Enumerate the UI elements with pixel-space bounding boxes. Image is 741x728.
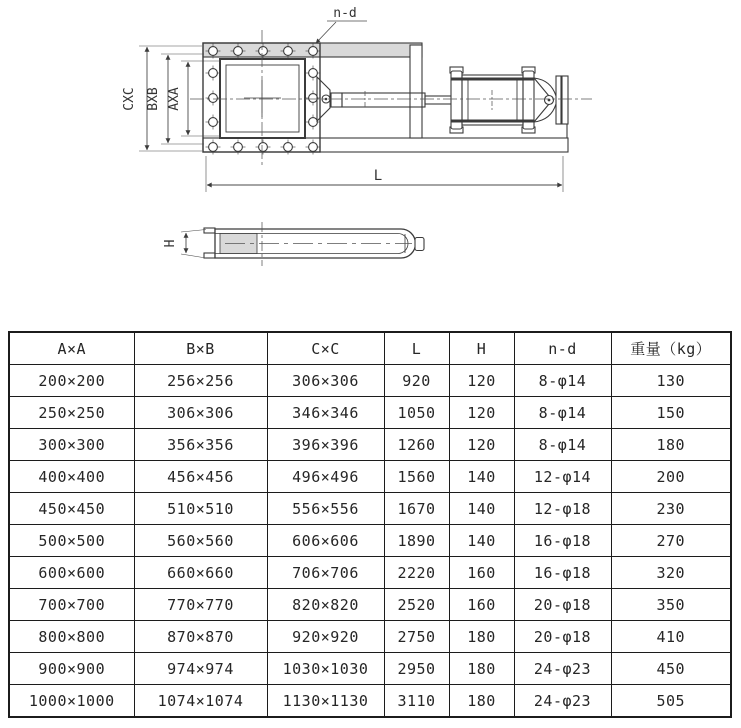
table-row: [9, 685, 731, 718]
table-cell: 120: [449, 365, 514, 397]
table-cell: 306×306: [267, 365, 384, 397]
table-cell: 556×556: [267, 493, 384, 525]
table-cell: 396×396: [267, 429, 384, 461]
table-cell: 300×300: [9, 429, 134, 461]
column-header: A×A: [9, 332, 134, 365]
side-flange-stub: [204, 253, 215, 258]
table-cell: 256×256: [134, 365, 267, 397]
table-cell: 180: [449, 653, 514, 685]
dim-label-axa: AXA: [167, 87, 182, 111]
table-cell: 200×200: [9, 365, 134, 397]
spec-table-header-row: [9, 332, 731, 365]
table-cell: 2950: [384, 653, 449, 685]
table-cell: 700×700: [9, 589, 134, 621]
table-cell: 8-φ14: [514, 397, 611, 429]
table-cell: 660×660: [134, 557, 267, 589]
dim-label-nd: n-d: [333, 6, 357, 21]
table-cell: 3110: [384, 685, 449, 718]
table-cell: 140: [449, 461, 514, 493]
table-cell: 496×496: [267, 461, 384, 493]
table-cell: 160: [449, 557, 514, 589]
table-cell: 2520: [384, 589, 449, 621]
column-header: H: [449, 332, 514, 365]
dim-label-bxb: BXB: [146, 87, 161, 111]
table-cell: 560×560: [134, 525, 267, 557]
table-cell: 1560: [384, 461, 449, 493]
table-cell: 8-φ14: [514, 365, 611, 397]
table-cell: 320: [611, 557, 731, 589]
table-cell: 306×306: [134, 397, 267, 429]
technical-drawing: [0, 0, 741, 322]
table-cell: 1670: [384, 493, 449, 525]
table-cell: 270: [611, 525, 731, 557]
table-cell: 16-φ18: [514, 525, 611, 557]
column-header: n-d: [514, 332, 611, 365]
spec-table-body: [9, 365, 731, 718]
frame-post: [410, 45, 422, 138]
table-cell: 200: [611, 461, 731, 493]
side-dimensions: [163, 230, 206, 259]
table-cell: 20-φ18: [514, 621, 611, 653]
table-row: [9, 557, 731, 589]
table-cell: 900×900: [9, 653, 134, 685]
table-cell: 24-φ23: [514, 685, 611, 718]
table-cell: 350: [611, 589, 731, 621]
table-cell: 180: [449, 685, 514, 718]
table-cell: 706×706: [267, 557, 384, 589]
table-cell: 400×400: [9, 461, 134, 493]
table-cell: 800×800: [9, 621, 134, 653]
table-cell: 450×450: [9, 493, 134, 525]
dim-label-cxc: CXC: [122, 87, 137, 111]
table-cell: 500×500: [9, 525, 134, 557]
cylinder-body: [462, 75, 523, 125]
table-cell: 150: [611, 397, 731, 429]
table-cell: 2750: [384, 621, 449, 653]
table-cell: 356×356: [134, 429, 267, 461]
stem-clevis-block: [331, 93, 342, 107]
table-cell: 140: [449, 525, 514, 557]
table-row: [9, 493, 731, 525]
column-header: L: [384, 332, 449, 365]
table-cell: 1000×1000: [9, 685, 134, 718]
table-cell: 974×974: [134, 653, 267, 685]
table-cell: 2220: [384, 557, 449, 589]
table-cell: 1074×1074: [134, 685, 267, 718]
dim-label-length: L: [373, 168, 383, 184]
table-cell: 24-φ23: [514, 653, 611, 685]
air-cylinder: [450, 67, 535, 133]
table-row: [9, 589, 731, 621]
table-cell: 180: [611, 429, 731, 461]
mount-plate: [556, 76, 561, 124]
table-cell: 160: [449, 589, 514, 621]
table-cell: 12-φ18: [514, 493, 611, 525]
table-row: [9, 461, 731, 493]
gate-valve-drawing: [0, 0, 741, 322]
mount-plate: [562, 76, 568, 124]
bottom-rail: [203, 138, 568, 152]
valve-opening: [220, 59, 305, 138]
table-cell: 770×770: [134, 589, 267, 621]
side-end-nut: [415, 238, 424, 251]
table-cell: 920: [384, 365, 449, 397]
table-row: [9, 365, 731, 397]
table-cell: 130: [611, 365, 731, 397]
table-cell: 250×250: [9, 397, 134, 429]
dim-label-height: H: [163, 239, 178, 248]
table-cell: 180: [449, 621, 514, 653]
table-cell: 140: [449, 493, 514, 525]
table-row: [9, 525, 731, 557]
column-header: 重量（kg）: [611, 332, 731, 365]
table-cell: 346×346: [267, 397, 384, 429]
table-row: [9, 621, 731, 653]
table-cell: 1050: [384, 397, 449, 429]
table-cell: 920×920: [267, 621, 384, 653]
column-header: B×B: [134, 332, 267, 365]
table-cell: 1890: [384, 525, 449, 557]
table-row: [9, 429, 731, 461]
table-cell: 606×606: [267, 525, 384, 557]
table-cell: 600×600: [9, 557, 134, 589]
table-cell: 230: [611, 493, 731, 525]
table-cell: 120: [449, 429, 514, 461]
side-flange-stub: [204, 228, 215, 233]
table-cell: 12-φ14: [514, 461, 611, 493]
table-cell: 870×870: [134, 621, 267, 653]
spec-table: [8, 331, 732, 718]
table-cell: 1260: [384, 429, 449, 461]
side-view: [204, 222, 424, 266]
rear-clevis: [534, 76, 568, 138]
table-cell: 20-φ18: [514, 589, 611, 621]
table-cell: 16-φ18: [514, 557, 611, 589]
table-row: [9, 397, 731, 429]
table-cell: 1130×1130: [267, 685, 384, 718]
table-cell: 450: [611, 653, 731, 685]
table-cell: 456×456: [134, 461, 267, 493]
table-cell: 8-φ14: [514, 429, 611, 461]
table-cell: 505: [611, 685, 731, 718]
table-cell: 410: [611, 621, 731, 653]
front-view: [190, 30, 592, 168]
table-cell: 510×510: [134, 493, 267, 525]
table-cell: 120: [449, 397, 514, 429]
table-cell: 1030×1030: [267, 653, 384, 685]
table-cell: 820×820: [267, 589, 384, 621]
column-header: C×C: [267, 332, 384, 365]
table-row: [9, 653, 731, 685]
